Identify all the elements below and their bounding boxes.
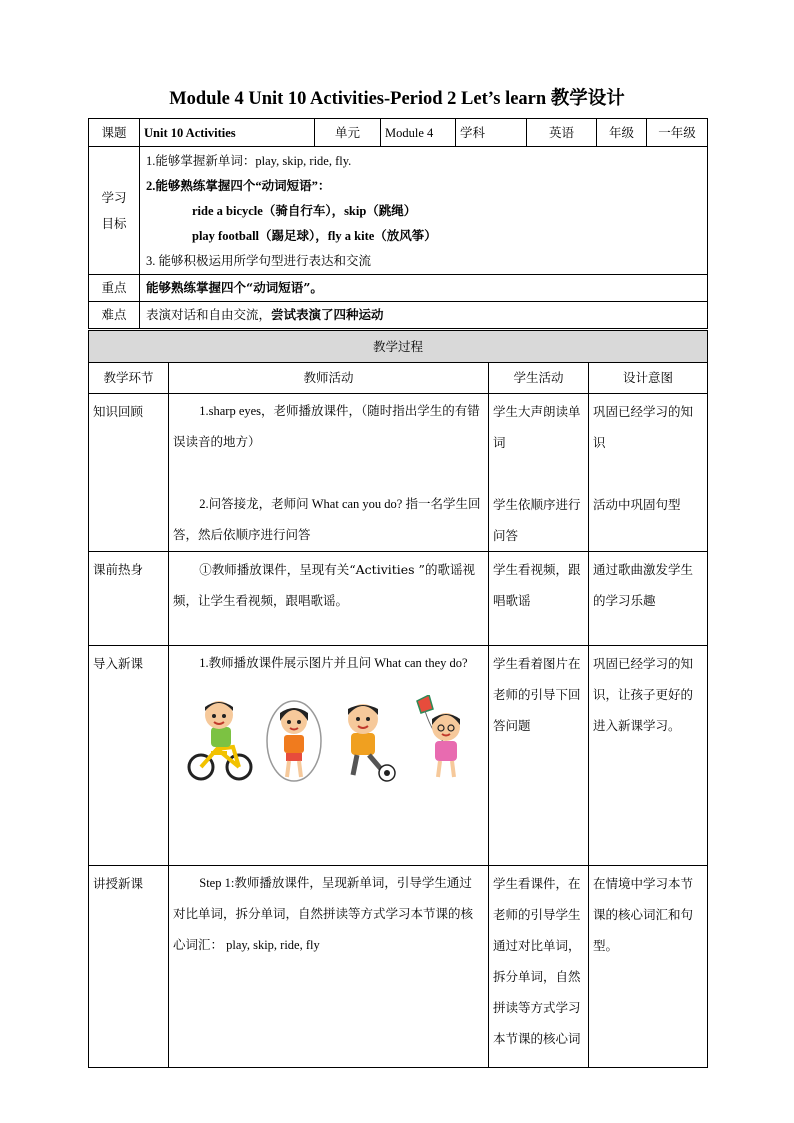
design-cell: 通过歌曲激发学生的学习乐趣	[589, 552, 708, 646]
teacher-cell	[169, 646, 489, 866]
column-teacher: 教师活动	[169, 363, 489, 394]
unit-value: Module 4	[381, 119, 456, 147]
phase-cell: 导入新课	[89, 646, 169, 866]
design-cell	[589, 394, 708, 552]
objective-line: ride a bicycle（骑自行车），skip（跳绳）	[192, 204, 417, 218]
student-cell: 学生看课件，在老师的引导学生通过对比单词，拆分单词，自然拼读等方式学习本节课的核心词	[489, 866, 589, 1068]
objectives-label-line2: 目标	[101, 215, 127, 231]
teacher-cell: Step 1:教师播放课件，呈现新单词，引导学生通过对比单词，拆分单词，自然拼读等方式学习本节课的核心词汇： play, skip, ride, fly	[169, 866, 489, 1068]
student-cell: 学生看视频，跟唱歌谣	[489, 552, 589, 646]
objectives-label-line1: 学习	[101, 189, 127, 205]
objective-line: play football（踢足球），fly a kite（放风筝）	[192, 229, 437, 243]
document-title: Module 4 Unit 10 Activities-Period 2 Let’s learn 教学设计	[169, 89, 625, 109]
phase-cell: 讲授新课	[89, 866, 169, 1068]
grade-label: 年级	[597, 119, 647, 147]
teacher-cell: ①教师播放课件，呈现有关“Activities ”的歌谣视频，让学生看视频，跟唱歌谣。	[169, 552, 489, 646]
design-intent-2: 活动中巩固句型	[593, 497, 681, 512]
difficulty-label: 难点	[89, 302, 140, 329]
objectives-content	[140, 147, 708, 275]
student-activity-2: 学生依顺序进行问答	[493, 497, 581, 543]
key-point-label: 重点	[89, 275, 140, 302]
column-student: 学生活动	[489, 363, 589, 394]
topic-label: 课题	[89, 119, 140, 147]
table-row	[89, 646, 708, 866]
objective-line: 3. 能够积极运用所学句型进行表达和交流	[146, 254, 372, 268]
process-table	[88, 330, 708, 1068]
objective-line: 1.能够掌握新单词：play, skip, ride, fly.	[146, 154, 352, 168]
student-activity-1: 学生大声朗读单词	[493, 404, 581, 450]
difficulty-bold: 尝试表演了四种运动	[271, 307, 384, 322]
objective-line: 2.能够熟练掌握四个“动词短语”：	[146, 179, 331, 193]
phase-cell: 课前热身	[89, 552, 169, 646]
process-header: 教学过程	[89, 331, 708, 363]
student-cell	[489, 394, 589, 552]
phase-cell: 知识回顾	[89, 394, 169, 552]
activities-illustration	[187, 693, 484, 783]
info-table	[88, 118, 708, 329]
design-cell: 在情境中学习本节课的核心词汇和句型。	[589, 866, 708, 1068]
subject-label: 学科	[456, 119, 527, 147]
football-boy-illustration	[335, 697, 397, 783]
teacher-activity-2: 2.问答接龙，老师问 What can you do? 指一名学生回答，然后依顺序进行问答	[173, 497, 481, 542]
table-row	[89, 866, 708, 1068]
key-point-value: 能够熟练掌握四个“动词短语”。	[140, 275, 708, 302]
objectives-label	[89, 147, 140, 275]
table-row	[89, 552, 708, 646]
table-row	[89, 394, 708, 552]
difficulty-value	[140, 302, 708, 329]
skipping-girl-illustration	[265, 697, 323, 783]
column-phase: 教学环节	[89, 363, 169, 394]
difficulty-plain: 表演对话和自由交流，	[146, 307, 272, 322]
student-cell: 学生看着图片在老师的引导下回答问题	[489, 646, 589, 866]
design-cell: 巩固已经学习的知识，让孩子更好的进入新课学习。	[589, 646, 708, 866]
bicycle-boy-illustration	[187, 695, 253, 783]
unit-label: 单元	[315, 119, 381, 147]
grade-value: 一年级	[647, 119, 708, 147]
teacher-cell	[169, 394, 489, 552]
teacher-activity-1: 1.sharp eyes，老师播放课件，（随时指出学生的有错误读音的地方）	[173, 404, 480, 449]
subject-value: 英语	[527, 119, 597, 147]
kite-girl-illustration	[409, 695, 473, 783]
teacher-activity: 1.教师播放课件展示图片并且问 What can they do?	[199, 656, 468, 670]
column-design: 设计意图	[589, 363, 708, 394]
design-intent-1: 巩固已经学习的知识	[593, 404, 694, 450]
topic-value: Unit 10 Activities	[140, 119, 315, 147]
